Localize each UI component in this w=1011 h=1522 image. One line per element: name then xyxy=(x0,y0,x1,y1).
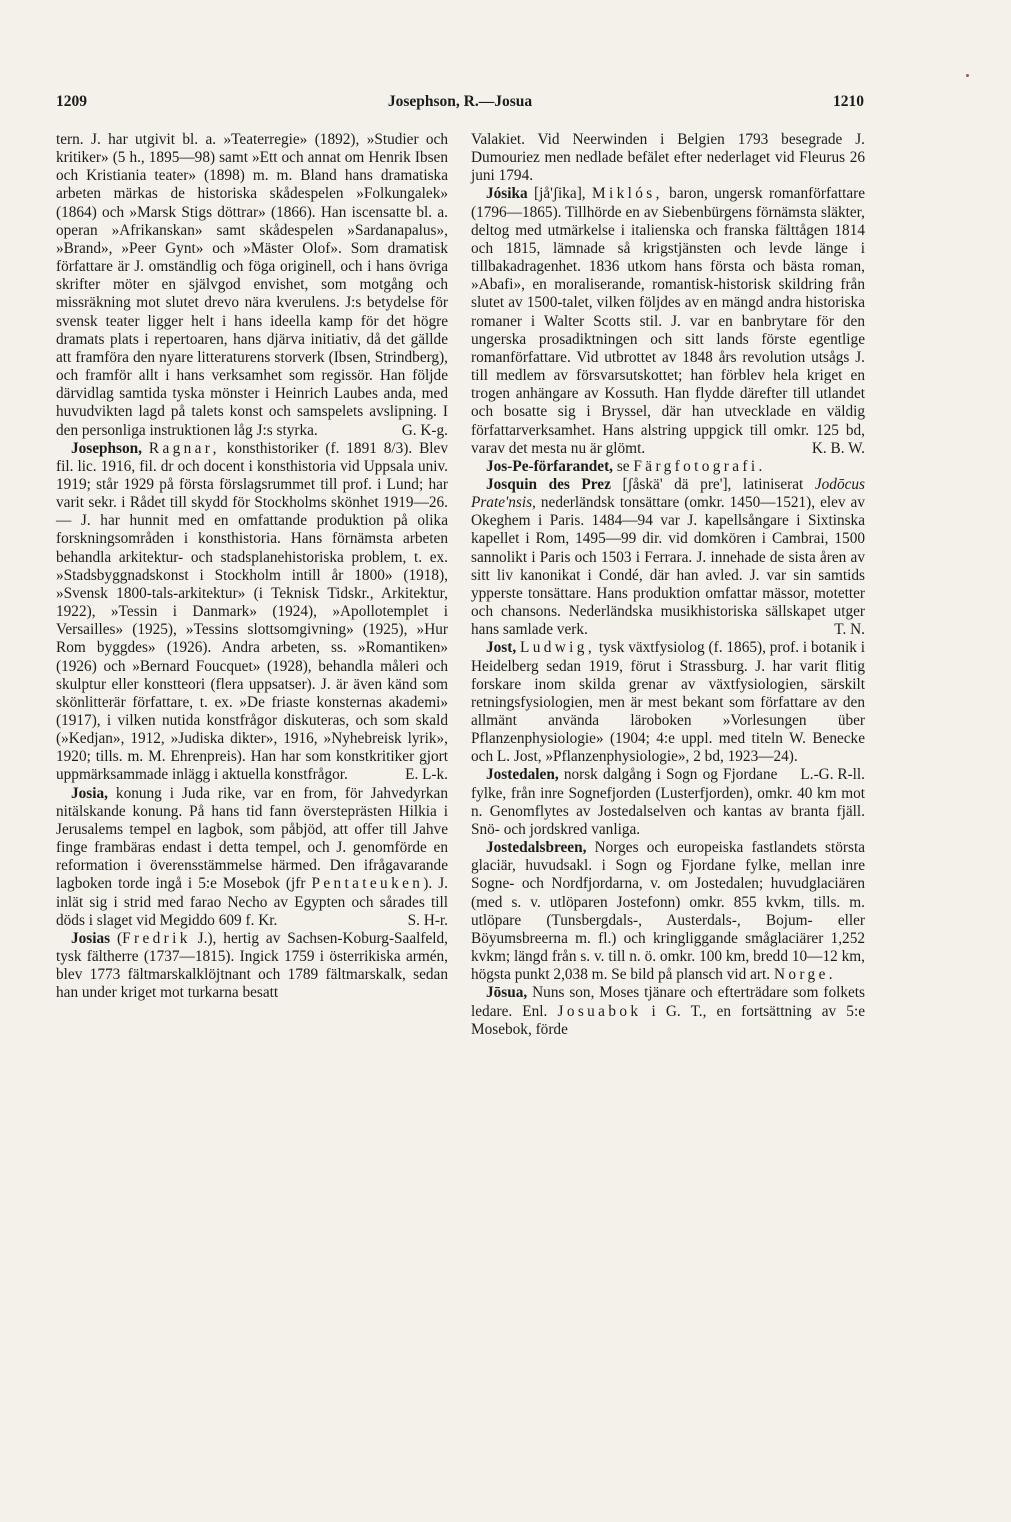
signature: T. N. xyxy=(834,621,865,639)
signature: S. H-r. xyxy=(407,911,448,929)
cross-reference[interactable]: Josuabok xyxy=(557,1002,642,1020)
headword: Josia, xyxy=(71,784,108,802)
signature: K. B. W. xyxy=(811,439,865,457)
headword: Josias xyxy=(71,929,111,947)
entry-josephson-ragnar: Josephson, Ragnar, konsthistoriker (f. 1891 8/3). Blev fil. lic. 1916, fil. dr och docent i konsthistoria vid Uppsala univ. 1919; står 1929 på första förslagsrummet till prof. i Lund; har varit sekr. i Rådet till skydd för Stockholms skönhet 1919—26. — J. har hunnit med en omfattande produktion på olika forskningsområden i konsthistoria. Hans förnämsta arbeten behandla arkitektur- och stadsplanehistoriska problem, t. ex. »Stadsbyggnadskonst i Stockholm intill år 1800» (1918), »Svensk 1800-tals-arkitektur» (i Teknisk Tidskr., Arkitektur, 1922), »Tessin i Danmark» (1924), »Apollotemplet i Versailles» (1925), »Tessins slottsomgivning» (1925), »Hur Rom byggdes» (1926). Andra arbeten, ss. »Romantiken» (1926) och »Bernard Foucquet» (1928), behandla måleri och skulptur eller konstteori (flera uppsatser). J. är även känd som skönlitterär författare, t. ex. »De friaste konsternas akademi» (1917), i vilken nutida konstfrågor diskuteras, och som skald (»Kedjan», 1912, »Judiska dikter», 1916, »Nyhebreisk lyrik», 1920; tills. m. M. Ehrenpreis). Han har som konstkritiker gjort uppmärksammade inlägg i aktuella konstfrågor. E. L-k. xyxy=(56,439,448,784)
headword: Jōsua, xyxy=(486,984,528,1002)
cross-reference[interactable]: Norge. xyxy=(773,966,836,984)
signature: L.-G. R-ll. xyxy=(800,766,865,784)
entry-josia: Josia, konung i Juda rike, var en from, för Jahvedyrkan nitälskande konung. På hans tid fann översteprästen Hilkia i Jerusalems tempel en lagbok, som påbjöd, att offer till Jahve finge frambäras endast i detta tempel, och J. genomförde en reformation i överensstämmelse härmed. Den ifrågavarande lagboken torde ingå i 5:e Mosebok (jfr Pentateuken). J. inlät sig i strid med farao Necho av Egypten och sårades till döds i slaget vid Megiddo 609 f. Kr. S. H-r. xyxy=(56,784,448,929)
headword: Jostedalsbreen, xyxy=(486,839,587,857)
entry-jostedalen: Jostedalen, norsk dalgång i Sogn og Fjordane fylke, från inre Sognefjorden (Lusterfjorden), omkr. 40 km mot n. Genomflytes av Jostedalselven och kantas av branta fjäll. Snö- och jordskred vanliga. xyxy=(471,766,865,838)
page-number-right: 1210 xyxy=(833,93,864,110)
given-name: Fredrik xyxy=(122,929,191,947)
entry-josias: Josias (Fredrik J.), hertig av Sachsen-Koburg-Saalfeld, tysk fältherre (1737—1815). Ingick 1759 i österrikiska armén, blev 1773 fältmarskalklöjtnant och 1789 fältmarskalk, sedan han under kriget mot turkarna besatt xyxy=(56,929,448,1002)
entry-josephson-ludvig-continued: tern. J. har utgivit bl. a. »Teaterregie» (1892), »Studier och kritiker» (5 h., 1895—98) samt »Ett och annat om Henrik Ibsen och Kristiania teater» (1898) m. m. Bland hans dramatiska arbeten märkas de historiska skådespelen »Folkungalek» (1864) och »Marsk Stigs döttrar» (1866). Han iscensatte bl. a. operan »Afrikanskan» samt skådespelen »Sardanapalus», »Brand», »Peer Gynt» och »Mäster Olof». Som dramatisk författare är J. omständlig och föga originell, och i hans övriga skrifter möter en självgod envishet, som motgång och missräkning mot slutet drevo nära kverulens. J:s betydelse för svensk teater ligger helt i hans ideella kamp för det högre dramats plats i repertoaren, hans djärva initiativ, då det gällde att framföra den nyare litteraturens storverk (Ibsen, Strindberg), och framför allt i hans verksamhet som regissör. Han följde därvidlag samtida tyska mönster i Heinrich Laubes anda, med huvudvikten lagd på talets konst och samspelets avslipning. I den personliga instruktionen låg J:s styrka. G. K-g. xyxy=(56,131,448,439)
entry-jost: Jost, Ludwig, tysk växtfysiolog (f. 1865), prof. i botanik i Heidelberg sedan 1919, förut i Strassburg. J. har varit flitig forskare inom skilda grenar av växtfysiologien, särskilt retningsfysiologien, men är mest bekant som författare av den allmänt använda läroboken »Vorlesungen über Pflanzenphysiologie» (1904; 4:e uppl. med titeln W. Benecke och L. Jost, »Pflanzenphysiologie», 2 bd, 1923—24). L.-G. R-ll. xyxy=(471,639,865,784)
pronunciation: [jå'ʃika], xyxy=(527,185,593,203)
running-title: Josephson, R.—Josua xyxy=(387,93,533,110)
entry-jostedalsbreen: Jostedalsbreen, Norges och europeiska fastlandets största glaciär, huvudsakl. i Sogn og Fjordane fylke, mellan inre Sogne- och Nordfjordarna, v. om Jostedalen; huvudglaciären (med s. v. utlöparen Jostefonn) omkr. 855 kvkm, tills. m. utlöpare (Tunsbergdals-, Austerdals-, Bojum- eller Böyumsbreerna m. fl.) och kringliggande småglaciärer 1,252 kvkm; längd från s. v. till n. ö. omkr. 100 km, bredd 10—12 km, högsta punkt 2,038 m. Se bild på plansch vid art. Norge. xyxy=(471,839,865,984)
cross-reference[interactable]: Pentateuken xyxy=(311,875,424,893)
latin-name: Jodōcus Prate'nsis, xyxy=(471,475,865,512)
page-header xyxy=(56,93,864,117)
entry-josquin: Josquin des Prez [ʃåskä' dä pre'], latiniserat Jodōcus Prate'nsis, nederländsk tonsättare (omkr. 1450—1521), elev av Okeghem i Paris. 1484—94 var J. kapellsångare i Sixtinska kapellet i Rom, 1495—99 dir. vid domkören i Cambrai, 1500 sannolikt i Paris och 1503 i Ferrara. J. innehade de sista åren av sitt liv kanonikat i Condé, där han avled. J. var sin samtids ypperste tonsättare. Hans produktion omfattar mässor, motetter och chansons. Nederländska musikhistoriska sällskapet utger hans samlade verk. T. N. xyxy=(471,475,865,639)
entry-josika: Jósika [jå'ʃika], Miklós, baron, ungersk romanförfattare (1796—1865). Tillhörde en av Siebenbürgens förnämsta släkter, deltog med utmärkelse i italienska och franska fälttågen 1814 och 1815, lämnade så krigstjänsten och levde länge i tillbakadragenhet. 1836 utkom hans första och bästa roman, »Abafi», en moraliserande, romantisk-historisk skildring från slutet av 1500-talet, vilken följdes av en mängd andra historiska romaner i Walter Scotts stil. J. var en banbrytare för den ungerska prosadiktningen och sitt lands förste egentlige romanförfattare. Vid utbrottet av 1848 års revolution utsågs J. till medlem av försvarsutskottet; han förblev hela kriget en trogen anhängare av Kossuth. Han flydde därefter till utlandet och bosatte sig i Bryssel, där han utvecklade en väldig författarverksamhet. Hans alstring uppgick till omkr. 125 bd, varav det mesta nu är glömt. K. B. W. xyxy=(471,185,865,457)
given-name: Ragnar, xyxy=(148,439,220,457)
headword: Jost, xyxy=(486,639,517,657)
signature: G. K-g. xyxy=(401,421,448,439)
right-column xyxy=(471,131,865,1039)
pronunciation: [ʃåskä' dä pre'], latiniserat xyxy=(610,475,815,493)
page-number-left: 1209 xyxy=(56,93,87,110)
entry-josias-continued: Valakiet. Vid Neerwinden i Belgien 1793 besegrade J. Dumouriez men nedlade befälet efter nederlaget vid Fleurus 26 juni 1794. xyxy=(471,131,865,185)
headword: Jostedalen, xyxy=(486,766,559,784)
birth-date: 8/3 xyxy=(383,439,404,457)
headword: Jósika xyxy=(486,185,528,203)
given-name: Miklós, xyxy=(592,185,663,203)
page-mark xyxy=(966,74,969,77)
cross-reference[interactable]: Färgfotografi. xyxy=(633,457,766,475)
headword: Josephson, xyxy=(71,439,142,457)
headword: Jos-Pe-förfarandet, xyxy=(486,457,614,475)
left-column xyxy=(56,131,448,1003)
given-name: Ludwig, xyxy=(520,639,596,657)
signature: E. L-k. xyxy=(405,766,448,784)
headword: Josquin des Prez xyxy=(486,475,611,493)
entry-jos-pe: Jos-Pe-förfarandet, se Färgfotografi. xyxy=(486,457,766,475)
entry-josua: Jōsua, Nuns son, Moses tjänare och efterträdare som folkets ledare. Enl. Josuabok i G. T., en fortsättning av 5:e Mosebok, förde xyxy=(471,984,865,1038)
